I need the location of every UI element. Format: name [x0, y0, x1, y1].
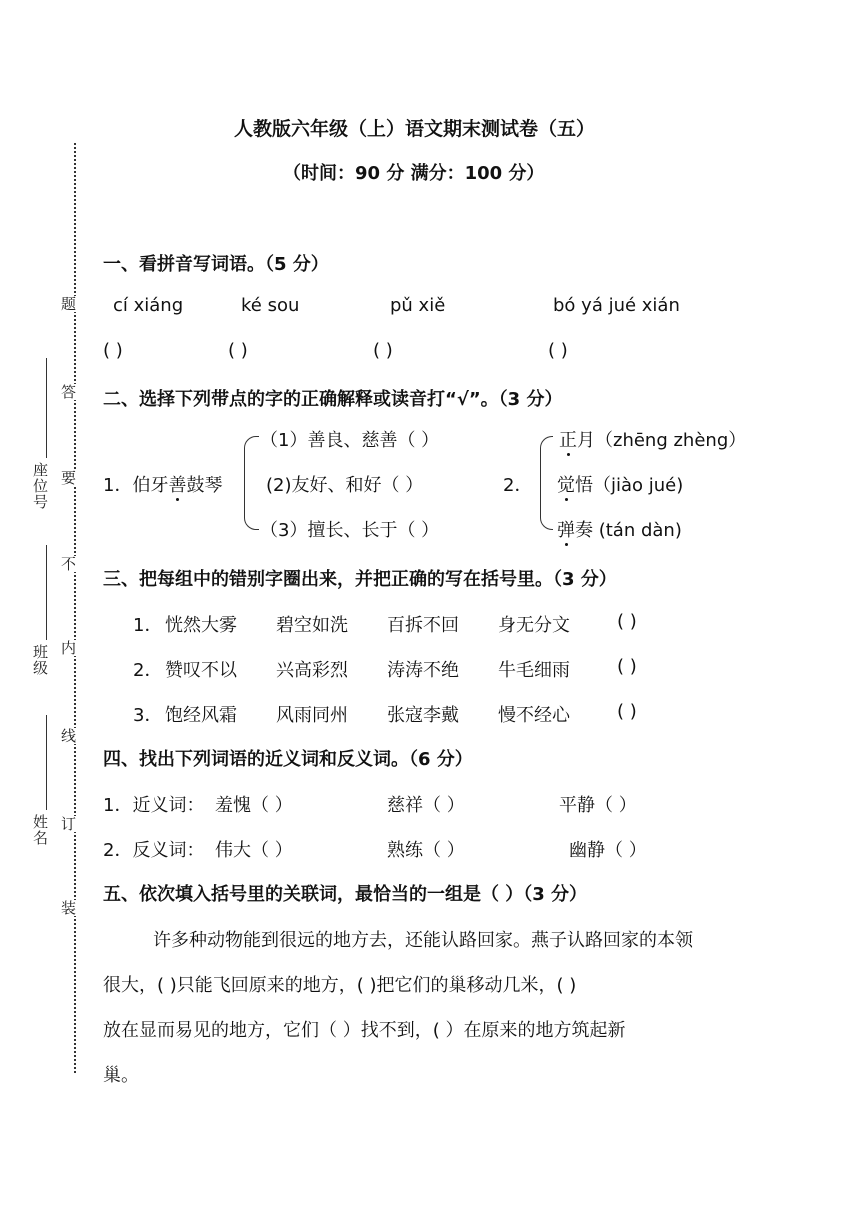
- s4-row-2-label: 2．反义词：: [103, 840, 205, 861]
- section-4-heading: 四、找出下列词语的近义词和反义词。（6 分）: [103, 749, 473, 770]
- q1-rest: 鼓琴: [186, 475, 223, 496]
- passage-line-3: 放在显而易见的地方，它们（ ）找不到，( ）在原来的地方筑起新: [103, 1020, 626, 1041]
- q2-option-1-text: 月（zhēng zhèng）: [577, 430, 747, 451]
- pinyin-2: ké sou: [241, 295, 300, 316]
- q1-option-2[interactable]: (2)友好、和好（ ）: [266, 475, 424, 496]
- q2-option-2-text: 悟（jiào jué): [575, 475, 684, 496]
- s4-row-1-label: 1．近义词：: [103, 795, 205, 816]
- q1-dotted-char: 善: [168, 475, 187, 496]
- s4-row-2-item-3[interactable]: 幽静（ ）: [569, 840, 647, 861]
- answer-blank-4[interactable]: ( ): [548, 340, 568, 361]
- name-line: [46, 715, 47, 810]
- margin-word: 内: [59, 640, 77, 656]
- margin-word: 题: [59, 296, 77, 312]
- margin-word: 装: [59, 900, 77, 916]
- pinyin-3: pǔ xiě: [390, 295, 446, 316]
- passage-line-2: 很大，( )只能飞回原来的地方，( )把它们的巢移动几米，( ): [103, 975, 577, 996]
- s4-row-1-item-2[interactable]: 慈祥（ ）: [387, 795, 465, 816]
- s3-row-1-word-4: 身无分文: [498, 615, 570, 636]
- s4-row-2-item-1[interactable]: 伟大（ ）: [215, 840, 293, 861]
- class-line: [46, 545, 47, 640]
- s3-row-3-word-3: 张寇李戴: [387, 705, 459, 726]
- margin-word: 要: [59, 470, 77, 486]
- s3-row-1-label: 1．: [133, 615, 163, 636]
- pinyin-1: cí xiáng: [113, 295, 184, 316]
- q1-option-3[interactable]: （3）擅长、长于（ ）: [260, 520, 440, 541]
- q2-brace: [540, 436, 553, 530]
- s3-row-1-word-2: 碧空如洗: [276, 615, 348, 636]
- section-1-heading: 一、看拼音写词语。（5 分）: [103, 254, 329, 275]
- s3-row-1-word-3: 百拆不回: [387, 615, 459, 636]
- seat-number-label: 座位号: [31, 462, 49, 510]
- q1-brace: [244, 436, 259, 530]
- section-2-heading: 二、选择下列带点的字的正确解释或读音打“√”。（3 分）: [103, 389, 563, 410]
- dotted-binding-line: [74, 143, 76, 1073]
- q1-label: 1．伯牙: [103, 475, 169, 496]
- q1-option-1[interactable]: （1）善良、慈善（ ）: [260, 430, 440, 451]
- s3-row-3-blank[interactable]: ( ): [617, 701, 637, 722]
- page-title: 人教版六年级（上）语文期末测试卷（五）: [234, 118, 596, 140]
- q2-option-3-text: 奏 (tán dàn): [575, 520, 682, 541]
- s3-row-2-word-1: 赞叹不以: [165, 660, 237, 681]
- s3-row-2-label: 2．: [133, 660, 163, 681]
- answer-blank-2[interactable]: ( ): [228, 340, 248, 361]
- q2-dotted-char-2: 觉: [557, 475, 575, 496]
- s3-row-1-blank[interactable]: ( ): [617, 611, 637, 632]
- margin-word: 订: [59, 816, 77, 832]
- margin-word: 线: [59, 728, 77, 744]
- q2-option-1[interactable]: [559, 426, 746, 452]
- s3-row-3-word-2: 风雨同州: [276, 705, 348, 726]
- q1-stem: [103, 471, 222, 497]
- margin-word: 答: [59, 384, 77, 400]
- s3-row-3-word-1: 饱经风霜: [165, 705, 237, 726]
- s3-row-1-word-1: 恍然大雾: [165, 615, 237, 636]
- passage-line-4: 巢。: [103, 1065, 139, 1086]
- answer-blank-3[interactable]: ( ): [373, 340, 393, 361]
- q2-label: 2．: [503, 475, 533, 496]
- pinyin-4: bó yá jué xián: [553, 295, 680, 316]
- s3-row-2-word-4: 牛毛细雨: [498, 660, 570, 681]
- q2-dotted-char-1: 正: [559, 430, 577, 451]
- section-3-heading: 三、把每组中的错别字圈出来，并把正确的写在括号里。（3 分）: [103, 569, 617, 590]
- seat-number-line: [46, 358, 47, 458]
- section-5-heading: 五、依次填入括号里的关联词，最恰当的一组是（ ）（3 分）: [103, 884, 588, 905]
- s3-row-3-label: 3．: [133, 705, 163, 726]
- s4-row-2-item-2[interactable]: 熟练（ ）: [387, 840, 465, 861]
- s3-row-2-word-2: 兴高彩烈: [276, 660, 348, 681]
- q2-dotted-char-3: 弹: [557, 520, 575, 541]
- answer-blank-1[interactable]: ( ): [103, 340, 123, 361]
- class-label: 班级: [31, 644, 49, 676]
- s3-row-2-blank[interactable]: ( ): [617, 656, 637, 677]
- name-label: 姓名: [31, 814, 49, 846]
- margin-word: 不: [59, 556, 77, 572]
- q2-option-3[interactable]: [557, 516, 682, 542]
- passage-line-1: 许多种动物能到很远的地方去，还能认路回家。燕子认路回家的本领: [153, 930, 693, 951]
- page-subtitle: （时间：90 分 满分：100 分）: [283, 163, 545, 184]
- s4-row-1-item-3[interactable]: 平静（ ）: [559, 795, 637, 816]
- s3-row-3-word-4: 慢不经心: [498, 705, 570, 726]
- s4-row-1-item-1[interactable]: 羞愧（ ）: [215, 795, 293, 816]
- s3-row-2-word-3: 涛涛不绝: [387, 660, 459, 681]
- q2-option-2[interactable]: [557, 471, 683, 497]
